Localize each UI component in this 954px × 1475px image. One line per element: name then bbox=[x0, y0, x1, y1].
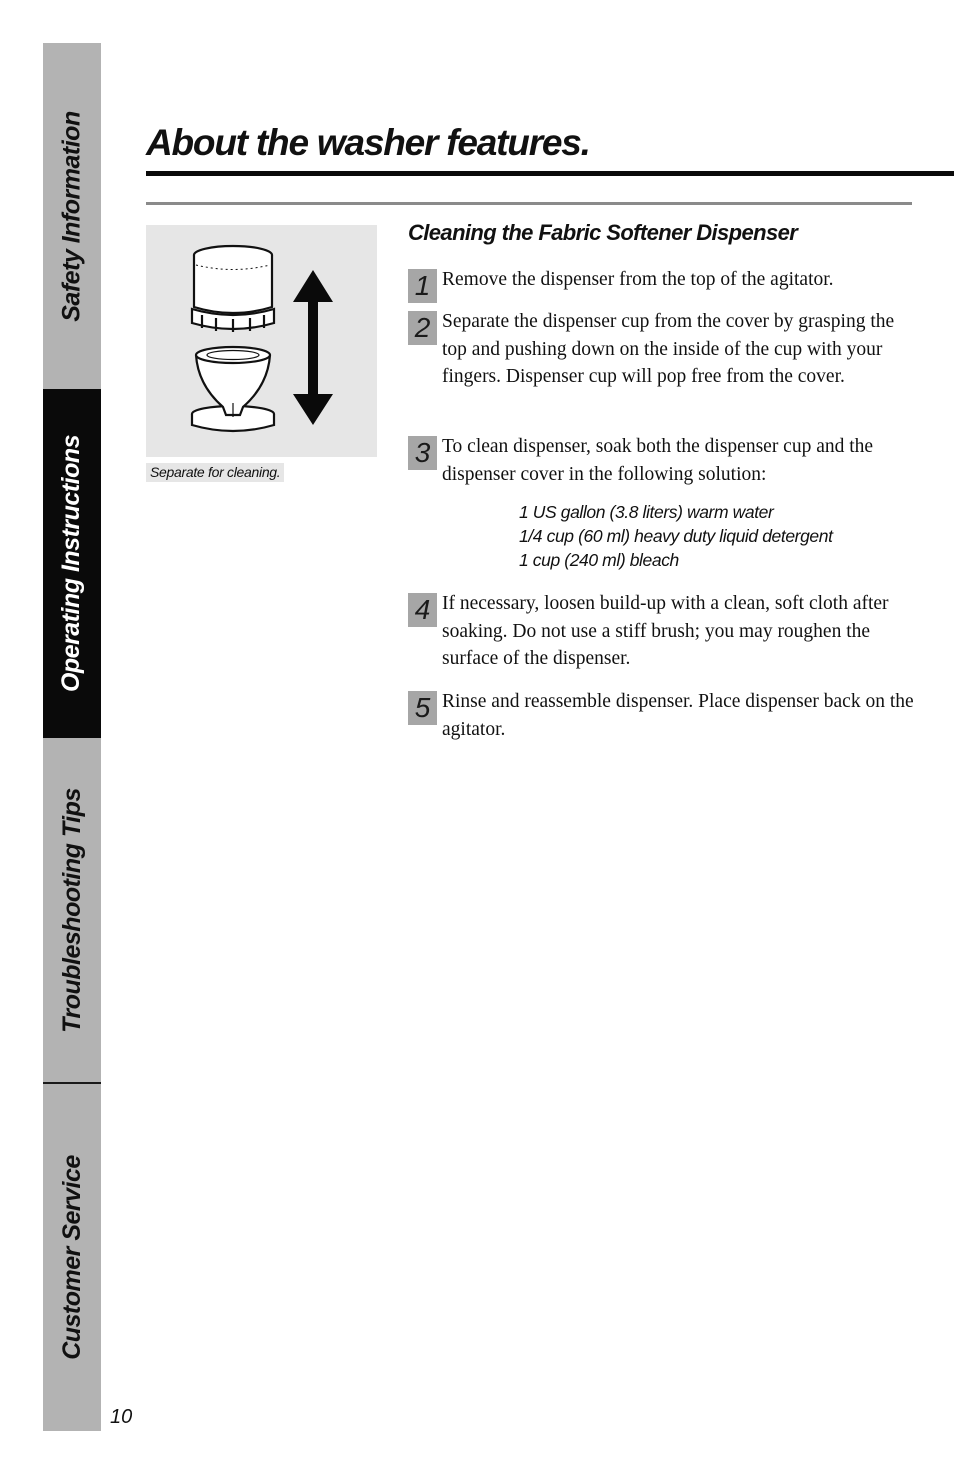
tab-customer-service[interactable] bbox=[43, 1084, 101, 1431]
figure-caption: Separate for cleaning. bbox=[146, 463, 284, 482]
solution-item: 1 cup (240 ml) bleach bbox=[519, 550, 679, 570]
double-arrow-icon bbox=[293, 270, 333, 425]
tab-label: Safety Information bbox=[57, 110, 86, 322]
step-number-badge: 1 bbox=[408, 269, 437, 303]
page-title: About the washer features. bbox=[146, 122, 590, 163]
dispenser-cover-icon bbox=[192, 246, 274, 332]
dispenser-drawing bbox=[146, 225, 377, 457]
side-tabs bbox=[43, 43, 101, 1431]
tab-troubleshooting-tips[interactable] bbox=[43, 738, 101, 1083]
tab-safety-information[interactable] bbox=[43, 43, 101, 389]
section-rule bbox=[146, 202, 912, 205]
page-number: 10 bbox=[110, 1406, 133, 1428]
step-text: Rinse and reassemble dispenser. Place dispenser back on the agitator. bbox=[442, 691, 914, 740]
section-heading: Cleaning the Fabric Softener Dispenser bbox=[408, 220, 798, 245]
solution-list bbox=[519, 500, 833, 572]
dispenser-illustration bbox=[146, 225, 377, 457]
step-number-badge: 3 bbox=[408, 436, 437, 470]
solution-item: 1/4 cup (60 ml) heavy duty liquid detergent bbox=[519, 526, 833, 546]
tab-label: Customer Service bbox=[57, 1155, 86, 1360]
step-number-badge: 2 bbox=[408, 311, 437, 345]
step-number-badge: 4 bbox=[408, 593, 437, 627]
step-text: If necessary, loosen build-up with a clean, soft cloth after soaking. Do not use a stiff brush; you may roughen the surface of the dispenser. bbox=[442, 593, 889, 669]
step-text: Remove the dispenser from the top of the agitator. bbox=[442, 269, 834, 290]
tab-operating-instructions[interactable] bbox=[43, 389, 101, 738]
step-number-badge: 5 bbox=[408, 691, 437, 725]
step-text: Separate the dispenser cup from the cover by grasping the top and pushing down on the inside of the cup with your fingers. Dispenser cup will pop free from the cover. bbox=[442, 311, 895, 387]
title-rule bbox=[146, 171, 954, 176]
solution-item: 1 US gallon (3.8 liters) warm water bbox=[519, 502, 774, 522]
dispenser-cup-icon bbox=[192, 347, 274, 431]
tab-label: Troubleshooting Tips bbox=[57, 788, 86, 1033]
tab-label: Operating Instructions bbox=[57, 434, 86, 693]
step-text: To clean dispenser, soak both the dispenser cup and the dispenser cover in the following solution: bbox=[442, 436, 874, 485]
